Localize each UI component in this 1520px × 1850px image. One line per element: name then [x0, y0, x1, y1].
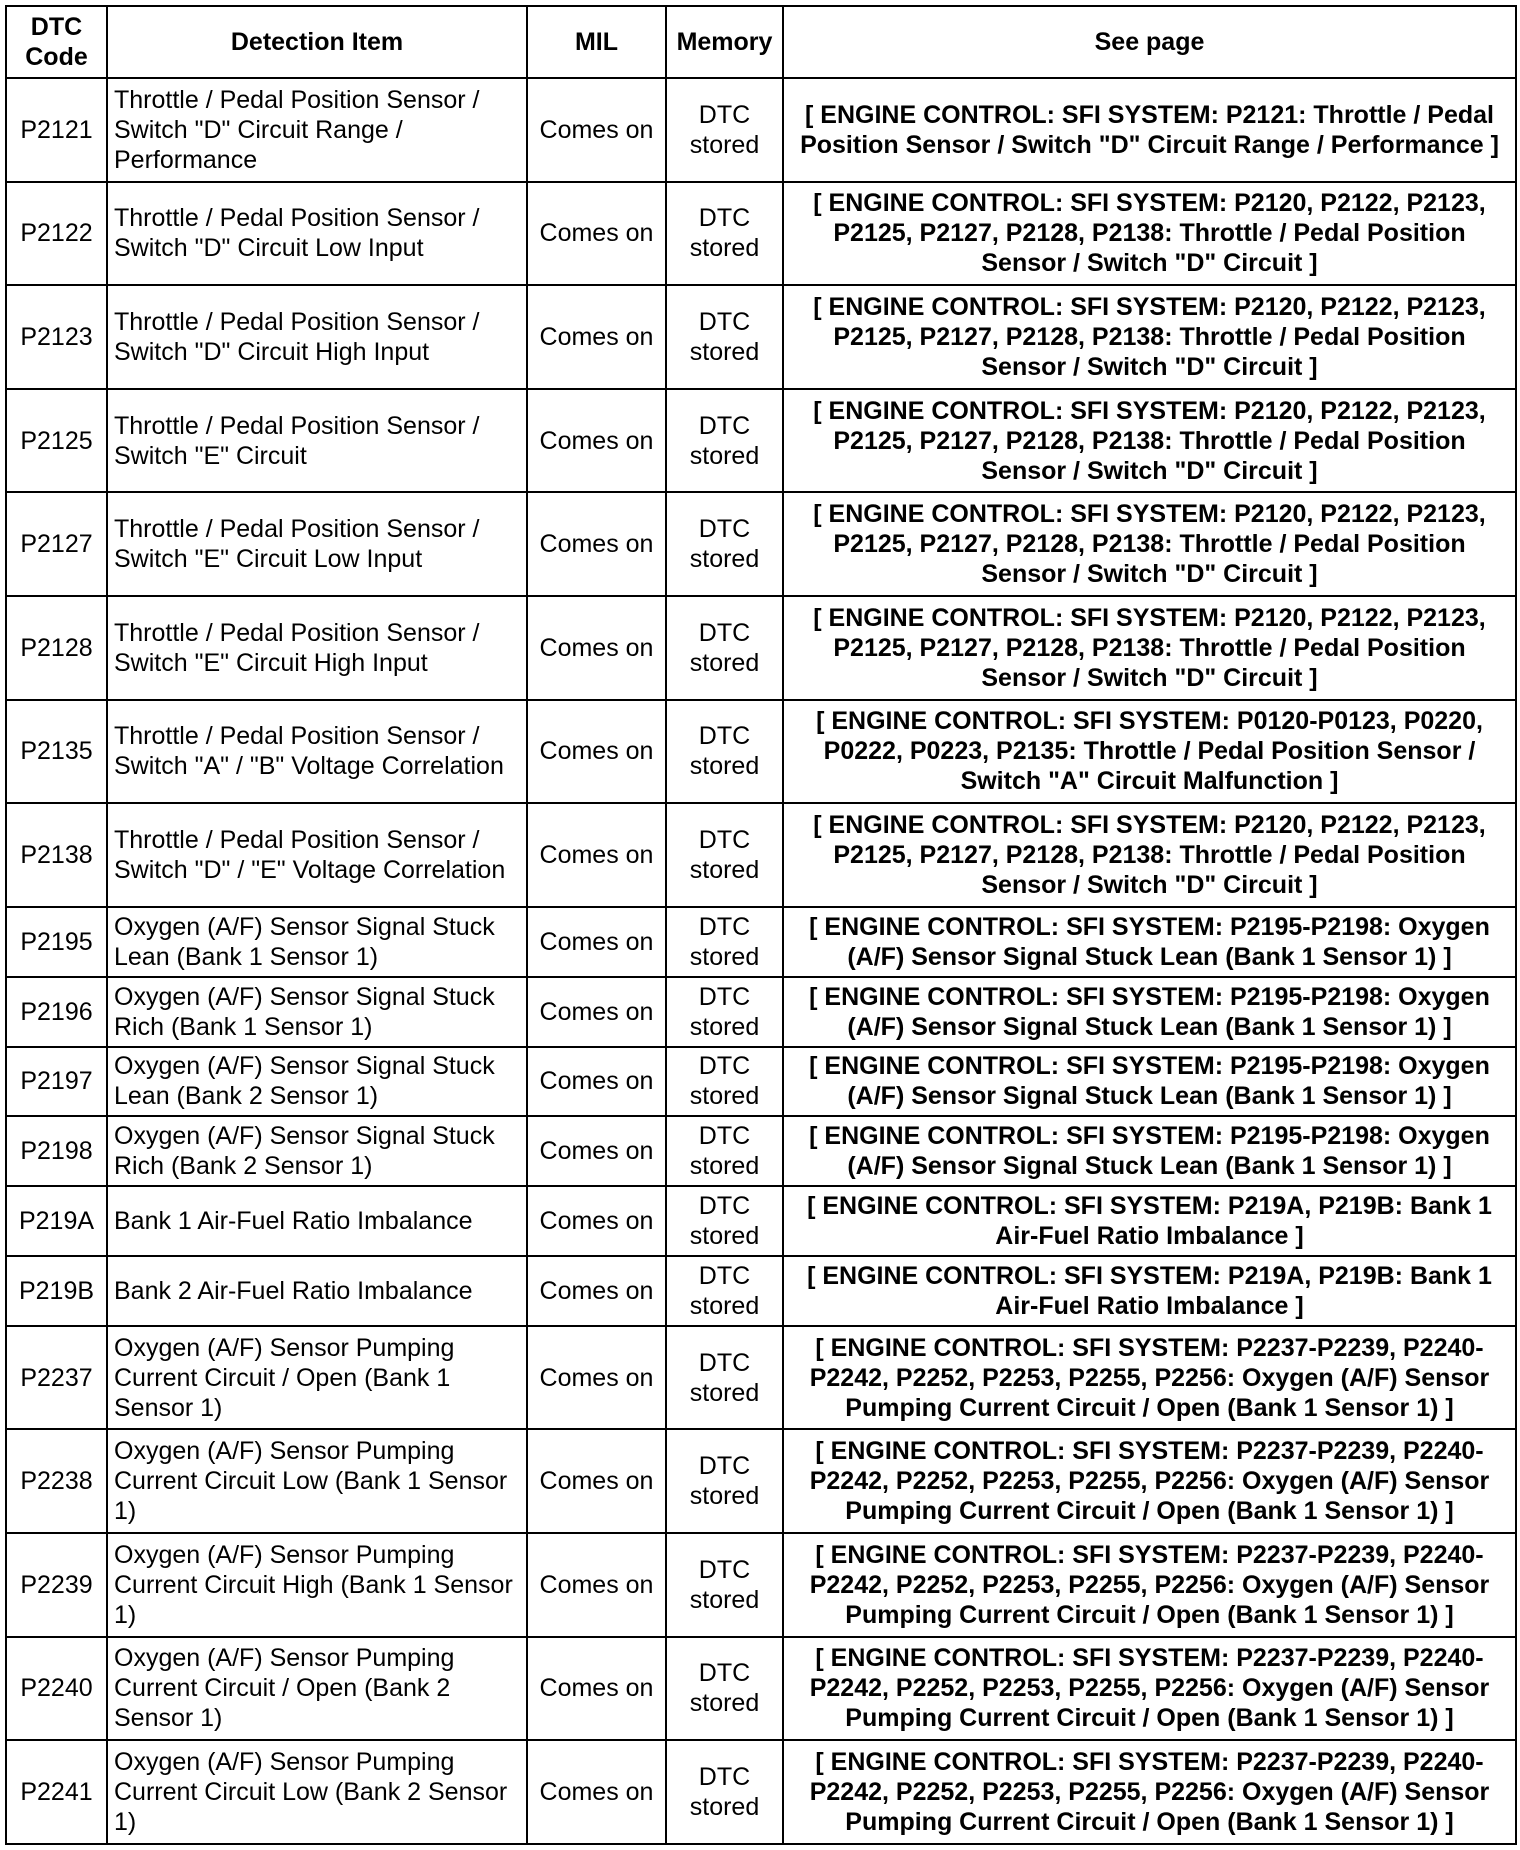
memory-cell: DTC stored — [666, 803, 783, 907]
memory-cell: DTC stored — [666, 1116, 783, 1186]
detection-item-cell: Oxygen (A/F) Sensor Pumping Current Circuit Low (Bank 1 Sensor 1) — [107, 1429, 527, 1533]
see-page-cell: [ ENGINE CONTROL: SFI SYSTEM: P2195-P2198: Oxygen (A/F) Sensor Signal Stuck Lean (Bank 1 Sensor 1) ] — [783, 1047, 1516, 1117]
detection-item-cell: Throttle / Pedal Position Sensor / Switch "E" Circuit Low Input — [107, 492, 527, 596]
detection-item-cell: Throttle / Pedal Position Sensor / Switch "D" Circuit High Input — [107, 285, 527, 389]
memory-cell: DTC stored — [666, 1533, 783, 1637]
mil-cell: Comes on — [527, 285, 666, 389]
memory-cell: DTC stored — [666, 389, 783, 493]
mil-cell: Comes on — [527, 1533, 666, 1637]
header-memory: Memory — [666, 6, 783, 78]
dtc-code-cell: P2240 — [6, 1637, 107, 1741]
table-row — [6, 389, 1516, 493]
dtc-code-cell: P2122 — [6, 182, 107, 286]
table-row — [6, 1533, 1516, 1637]
memory-cell: DTC stored — [666, 1256, 783, 1326]
header-row — [6, 6, 1516, 78]
see-page-cell: [ ENGINE CONTROL: SFI SYSTEM: P2120, P2122, P2123, P2125, P2127, P2128, P2138: Throttle / Pedal Position Sensor / Switch "D" Circuit ] — [783, 492, 1516, 596]
header-dtc-code: DTC Code — [6, 6, 107, 78]
detection-item-cell: Throttle / Pedal Position Sensor / Switch "E" Circuit — [107, 389, 527, 493]
table-row — [6, 700, 1516, 804]
memory-cell: DTC stored — [666, 78, 783, 182]
table-row — [6, 803, 1516, 907]
see-page-cell: [ ENGINE CONTROL: SFI SYSTEM: P2237-P2239, P2240-P2242, P2252, P2253, P2255, P2256: Oxygen (A/F) Sensor Pumping Current Circuit / Open (Bank 1 Sensor 1) ] — [783, 1740, 1516, 1844]
table-row — [6, 977, 1516, 1047]
table-row — [6, 1326, 1516, 1430]
detection-item-cell: Oxygen (A/F) Sensor Signal Stuck Rich (Bank 1 Sensor 1) — [107, 977, 527, 1047]
memory-cell: DTC stored — [666, 1740, 783, 1844]
dtc-code-cell: P2127 — [6, 492, 107, 596]
memory-cell: DTC stored — [666, 977, 783, 1047]
dtc-code-cell: P2241 — [6, 1740, 107, 1844]
table-row — [6, 1740, 1516, 1844]
mil-cell: Comes on — [527, 803, 666, 907]
dtc-code-cell: P2239 — [6, 1533, 107, 1637]
mil-cell: Comes on — [527, 700, 666, 804]
dtc-code-cell: P2128 — [6, 596, 107, 700]
table-row — [6, 1186, 1516, 1256]
detection-item-cell: Oxygen (A/F) Sensor Pumping Current Circuit Low (Bank 2 Sensor 1) — [107, 1740, 527, 1844]
mil-cell: Comes on — [527, 596, 666, 700]
memory-cell: DTC stored — [666, 1047, 783, 1117]
mil-cell: Comes on — [527, 1740, 666, 1844]
dtc-code-cell: P2123 — [6, 285, 107, 389]
dtc-code-cell: P2135 — [6, 700, 107, 804]
mil-cell: Comes on — [527, 389, 666, 493]
table-row — [6, 1429, 1516, 1533]
dtc-code-cell: P219A — [6, 1186, 107, 1256]
detection-item-cell: Bank 2 Air-Fuel Ratio Imbalance — [107, 1256, 527, 1326]
dtc-code-cell: P2238 — [6, 1429, 107, 1533]
header-see-page: See page — [783, 6, 1516, 78]
table-row — [6, 596, 1516, 700]
memory-cell: DTC stored — [666, 1429, 783, 1533]
mil-cell: Comes on — [527, 1116, 666, 1186]
table-row — [6, 1047, 1516, 1117]
table-row — [6, 1116, 1516, 1186]
dtc-table — [5, 5, 1517, 1845]
memory-cell: DTC stored — [666, 285, 783, 389]
memory-cell: DTC stored — [666, 1637, 783, 1741]
see-page-cell: [ ENGINE CONTROL: SFI SYSTEM: P2120, P2122, P2123, P2125, P2127, P2128, P2138: Throttle / Pedal Position Sensor / Switch "D" Circuit ] — [783, 596, 1516, 700]
detection-item-cell: Bank 1 Air-Fuel Ratio Imbalance — [107, 1186, 527, 1256]
memory-cell: DTC stored — [666, 700, 783, 804]
detection-item-cell: Oxygen (A/F) Sensor Pumping Current Circuit High (Bank 1 Sensor 1) — [107, 1533, 527, 1637]
table-row — [6, 1637, 1516, 1741]
see-page-cell: [ ENGINE CONTROL: SFI SYSTEM: P2195-P2198: Oxygen (A/F) Sensor Signal Stuck Lean (Bank 1 Sensor 1) ] — [783, 977, 1516, 1047]
dtc-code-cell: P2196 — [6, 977, 107, 1047]
table-row — [6, 78, 1516, 182]
mil-cell: Comes on — [527, 182, 666, 286]
dtc-code-cell: P219B — [6, 1256, 107, 1326]
detection-item-cell: Oxygen (A/F) Sensor Signal Stuck Lean (Bank 1 Sensor 1) — [107, 907, 527, 977]
see-page-cell: [ ENGINE CONTROL: SFI SYSTEM: P2237-P2239, P2240-P2242, P2252, P2253, P2255, P2256: Oxygen (A/F) Sensor Pumping Current Circuit / Open (Bank 1 Sensor 1) ] — [783, 1326, 1516, 1430]
memory-cell: DTC stored — [666, 1186, 783, 1256]
dtc-code-cell: P2125 — [6, 389, 107, 493]
memory-cell: DTC stored — [666, 492, 783, 596]
mil-cell: Comes on — [527, 492, 666, 596]
mil-cell: Comes on — [527, 1429, 666, 1533]
see-page-cell: [ ENGINE CONTROL: SFI SYSTEM: P2237-P2239, P2240-P2242, P2252, P2253, P2255, P2256: Oxygen (A/F) Sensor Pumping Current Circuit / Open (Bank 1 Sensor 1) ] — [783, 1429, 1516, 1533]
table-row — [6, 182, 1516, 286]
detection-item-cell: Oxygen (A/F) Sensor Pumping Current Circuit / Open (Bank 1 Sensor 1) — [107, 1326, 527, 1430]
memory-cell: DTC stored — [666, 596, 783, 700]
mil-cell: Comes on — [527, 78, 666, 182]
see-page-cell: [ ENGINE CONTROL: SFI SYSTEM: P2121: Throttle / Pedal Position Sensor / Switch "D" Circuit Range / Performance ] — [783, 78, 1516, 182]
detection-item-cell: Oxygen (A/F) Sensor Signal Stuck Lean (Bank 2 Sensor 1) — [107, 1047, 527, 1117]
see-page-cell: [ ENGINE CONTROL: SFI SYSTEM: P2120, P2122, P2123, P2125, P2127, P2128, P2138: Throttle / Pedal Position Sensor / Switch "D" Circuit ] — [783, 182, 1516, 286]
memory-cell: DTC stored — [666, 1326, 783, 1430]
detection-item-cell: Throttle / Pedal Position Sensor / Switch "E" Circuit High Input — [107, 596, 527, 700]
table-row — [6, 907, 1516, 977]
dtc-code-cell: P2121 — [6, 78, 107, 182]
see-page-cell: [ ENGINE CONTROL: SFI SYSTEM: P219A, P219B: Bank 1 Air-Fuel Ratio Imbalance ] — [783, 1186, 1516, 1256]
dtc-code-cell: P2197 — [6, 1047, 107, 1117]
mil-cell: Comes on — [527, 907, 666, 977]
memory-cell: DTC stored — [666, 907, 783, 977]
table-row — [6, 492, 1516, 596]
see-page-cell: [ ENGINE CONTROL: SFI SYSTEM: P2195-P2198: Oxygen (A/F) Sensor Signal Stuck Lean (Bank 1 Sensor 1) ] — [783, 1116, 1516, 1186]
see-page-cell: [ ENGINE CONTROL: SFI SYSTEM: P2237-P2239, P2240-P2242, P2252, P2253, P2255, P2256: Oxygen (A/F) Sensor Pumping Current Circuit / Open (Bank 1 Sensor 1) ] — [783, 1637, 1516, 1741]
detection-item-cell: Throttle / Pedal Position Sensor / Switch "D" Circuit Range / Performance — [107, 78, 527, 182]
detection-item-cell: Throttle / Pedal Position Sensor / Switch "A" / "B" Voltage Correlation — [107, 700, 527, 804]
header-detection-item: Detection Item — [107, 6, 527, 78]
mil-cell: Comes on — [527, 1326, 666, 1430]
detection-item-cell: Oxygen (A/F) Sensor Pumping Current Circuit / Open (Bank 2 Sensor 1) — [107, 1637, 527, 1741]
mil-cell: Comes on — [527, 977, 666, 1047]
dtc-code-cell: P2198 — [6, 1116, 107, 1186]
mil-cell: Comes on — [527, 1256, 666, 1326]
mil-cell: Comes on — [527, 1047, 666, 1117]
detection-item-cell: Oxygen (A/F) Sensor Signal Stuck Rich (Bank 2 Sensor 1) — [107, 1116, 527, 1186]
see-page-cell: [ ENGINE CONTROL: SFI SYSTEM: P2120, P2122, P2123, P2125, P2127, P2128, P2138: Throttle / Pedal Position Sensor / Switch "D" Circuit ] — [783, 285, 1516, 389]
table-row — [6, 285, 1516, 389]
dtc-code-cell: P2138 — [6, 803, 107, 907]
see-page-cell: [ ENGINE CONTROL: SFI SYSTEM: P0120-P0123, P0220, P0222, P0223, P2135: Throttle / Pedal Position Sensor / Switch "A" Circuit Malfunction ] — [783, 700, 1516, 804]
see-page-cell: [ ENGINE CONTROL: SFI SYSTEM: P2237-P2239, P2240-P2242, P2252, P2253, P2255, P2256: Oxygen (A/F) Sensor Pumping Current Circuit / Open (Bank 1 Sensor 1) ] — [783, 1533, 1516, 1637]
see-page-cell: [ ENGINE CONTROL: SFI SYSTEM: P2120, P2122, P2123, P2125, P2127, P2128, P2138: Throttle / Pedal Position Sensor / Switch "D" Circuit ] — [783, 803, 1516, 907]
mil-cell: Comes on — [527, 1637, 666, 1741]
see-page-cell: [ ENGINE CONTROL: SFI SYSTEM: P219A, P219B: Bank 1 Air-Fuel Ratio Imbalance ] — [783, 1256, 1516, 1326]
see-page-cell: [ ENGINE CONTROL: SFI SYSTEM: P2120, P2122, P2123, P2125, P2127, P2128, P2138: Throttle / Pedal Position Sensor / Switch "D" Circuit ] — [783, 389, 1516, 493]
mil-cell: Comes on — [527, 1186, 666, 1256]
dtc-code-cell: P2237 — [6, 1326, 107, 1430]
detection-item-cell: Throttle / Pedal Position Sensor / Switch "D" / "E" Voltage Correlation — [107, 803, 527, 907]
see-page-cell: [ ENGINE CONTROL: SFI SYSTEM: P2195-P2198: Oxygen (A/F) Sensor Signal Stuck Lean (Bank 1 Sensor 1) ] — [783, 907, 1516, 977]
detection-item-cell: Throttle / Pedal Position Sensor / Switch "D" Circuit Low Input — [107, 182, 527, 286]
memory-cell: DTC stored — [666, 182, 783, 286]
header-mil: MIL — [527, 6, 666, 78]
table-row — [6, 1256, 1516, 1326]
dtc-code-cell: P2195 — [6, 907, 107, 977]
